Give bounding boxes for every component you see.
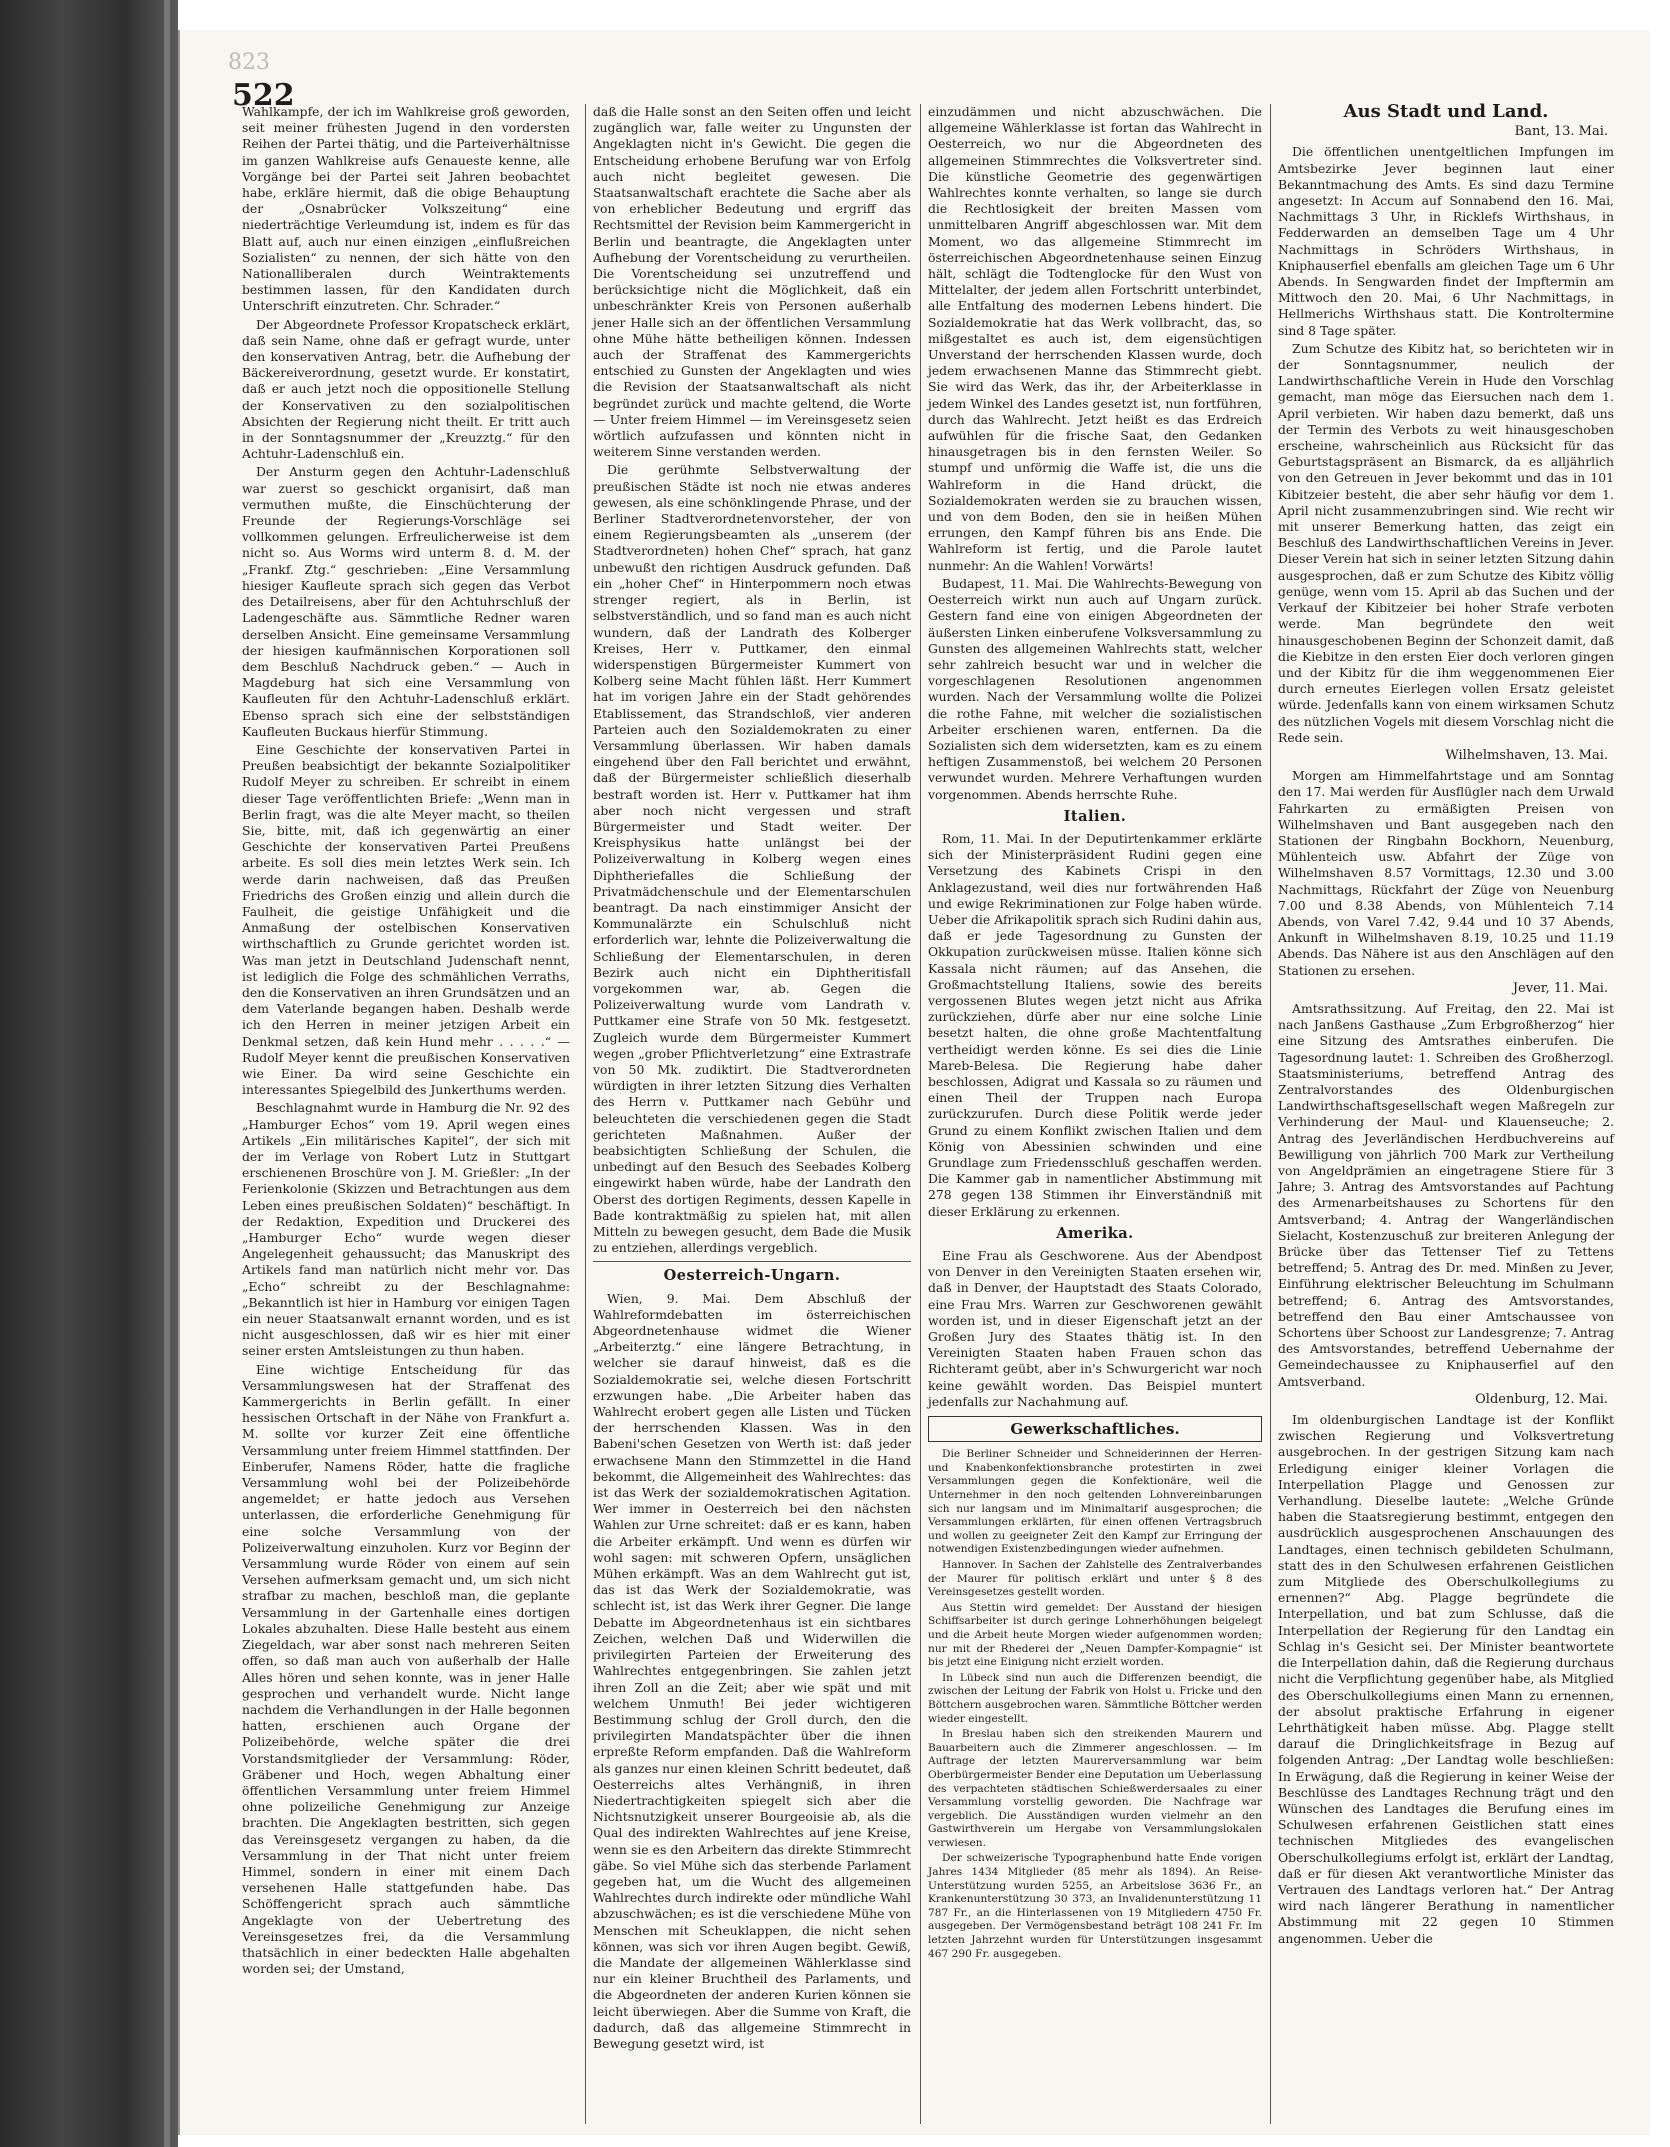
article-text: Im oldenburgischen Landtage ist der Konflikt zwischen Regierung und Volksvertretung ausgebrochen. In der gestrigen Sitzung kam nach Erledigung einiger kleiner Vorlagen die Interpellation Plagge und Genossen zur Verhandlung. Dieselbe lautete: „Welche Gründe haben die Staatsregierung bestimmt, entgegen den ausdrücklich ausgesprochenen Anschauungen des Landtages, einen technisch gebildeten Schulmann, statt des in den Schulwesen erfahrenen Geistlichen zum Mitgliede des Oberschulkollegiums zu ernennen?“ Abg. Plagge begründete die Interpellation, und bat zum Schlusse, daß die Interpellation der Regierung für den Landtag ein Schlag in's Gesicht sei. Der Minister beantwortete die Interpellation dahin, daß die Regierung durchaus nicht die Verpflichtung gegenüber habe, als Mitglied des Oberschulkollegiums einen Mann zu ernennen, der absolut praktische Erfahrung in eigener Lehrthätigkeit haben müsse. Abg. Plagge stellt darauf die Dringlichkeitsfrage in Bezug auf folgenden Antrag: „Der Landtag wolle beschließen: In Erwägung, daß die Regierung in keiner Weise der Beschlüsse des Landtages Rechnung trägt und den Wünschen des Landtages die Berufung eines im Schulwesen erfahrenen Geistlichen statt eines technischen Mitgliedes des evangelischen Oberschulkollegiums erfolgt ist, erklärt der Landtag, daß er für diesen Akt verantwortliche Minister das Vertrauen des Landtags verloren hat.“ Der Antrag wird nach längerer Berathung in namentlicher Abstimmung mit 22 gegen 10 Stimmen angenommen. Ueber die (1278, 1412, 1614, 1946)
article-text: Die Berliner Schneider und Schneiderinnen der Herren- und Knabenkonfektionsbranche protestirten in zwei Versammlungen gegen die Konfektionäre, weil die Unternehmer in den noch geltenden Lohnvereinbarungen sich nur langsam und im Minimaltarif ausgesprochen; die Versammlungen erklärten, für einen offenen Vertragsbruch und wollen zu geeigneter Zeit den Kampf zur Erringung der notwendigen Existenzbedingungen wieder aufnehmen. (928, 1448, 1262, 1556)
divider (593, 1261, 911, 1262)
article-text: Eine Geschichte der konservativen Partei in Preußen beabsichtigt der bekannte Sozialpolitiker Rudolf Meyer zu schreiben. Er schreibt in einem dieser Tage veröffentlichten Briefe: „Wenn man in Berlin fragt, was die alte Meyer macht, so theilen Sie, bitte, mit, daß ich gegenwärtig an einer Geschichte der konservativen Partei Preußens arbeite. Es soll dies mein letztes Werk sein. Ich werde darin nachweisen, daß das Preußen Friedrichs des Großen einzig und allein durch die Faulheit, die geistige Unfähigkeit und die Anmaßung der ostelbischen Konservativen wirthschaftlich zu Grunde gerichtet worden ist. Was man jetzt in Deutschland Judenschaft nennt, ist lediglich die Folge des schmählichen Verraths, den die Konservativen an ihren Grundsätzen und an dem Vaterlande begangen haben. Deshalb werde ich den Herren in meiner jetzigen Arbeit ein Denkmal setzen, daß kein Hund mehr . . . . .“ — Rudolf Meyer kennt die preußischen Konservativen wie Einer. Da wird seine Geschichte ein interessantes Spiegelbild des Junkerthums werden. (242, 741, 570, 1098)
article-text: Eine wichtige Entscheidung für das Versammlungswesen hat der Straffenat des Kammergerichts in Berlin gefällt. In einer hessischen Ortschaft in der Nähe von Frankfurt a. M. sollte vor kurzer Zeit eine öffentliche Versammlung unter freiem Himmel stattfinden. Der Einberufer, Namens Röder, hatte die fragliche Versammlung wohl bei der Polizeibehörde angemeldet; er hatte jedoch aus Versehen unterlassen, die erforderliche Genehmigung für eine solche Versammlung von der Polizeiverwaltung einzuholen. Kurz vor Beginn der Versammlung wurde Röder von einem auf sein Versehen aufmerksam gemacht und, um sich nicht strafbar zu machen, beschloß man, die geplante Versammlung in der Gartenhalle eines dortigen Lokales abzuhalten. Diese Halle besteht aus einem Ziegeldach, war aber sonst nach mehreren Seiten offen, so daß man auch von außerhalb der Halle Alles hören und sehen konnte, was in jener Halle gesprochen und verhandelt wurde. Nicht lange nachdem die Verhandlungen in der Halle begonnen hatten, erschienen auch Organe der Polizeibehörde, welche später die drei Vorstandsmitglieder der Versammlung: Röder, Gräbener und Hoch, wegen Abhaltung einer öffentlichen Versammlung unter freiem Himmel ohne polizeiliche Genehmigung zur Anzeige brachten. Die Angeklagten bestritten, sich gegen das Vereinsgesetz vergangen zu haben, da die Versammlung in der That nicht unter freiem Himmel, sondern in einer mit einem Dach versehenen Halle stattgefunden habe. Das Schöffengericht sprach auch sämmtliche Angeklagte von der Uebertretung des Vereinsgesetzes frei, da die Versammlung thatsächlich in einer bedeckten Halle abgehalten worden sei; der Umstand, (242, 1361, 570, 1977)
article-text: Beschlagnahmt wurde in Hamburg die Nr. 92 des „Hamburger Echos“ vom 19. April wegen eines Artikels „Ein militärisches Kapitel“, der sich mit der im Verlage von Robert Lutz in Stuttgart erschienenen Broschüre von J. M. Grießler: „In der Ferienkolonie (Skizzen und Betrachtungen aus dem Leben eines preußischen Soldaten)“ beschäftigt. In der Redaktion, Expedition und Druckerei des „Hamburger Echo“ wurde wegen dieser Angelegenheit gehaussucht; das Manuskript des Artikels fand man natürlich nicht mehr vor. Das „Echo“ schreibt zu der Beschlagnahme: „Bekanntlich ist hier in Hamburg vor einigen Tagen ein neuer Staatsanwalt ernannt worden, und es ist nicht ausgeschlossen, daß wir es hier mit einer seiner ersten Amtsleistungen zu thun haben. (242, 1100, 570, 1359)
column-rule (920, 104, 921, 2124)
dateline: Oldenburg, 12. Mai. (1475, 1391, 1608, 1407)
section-heading-box: Gewerkschaftliches. (928, 1416, 1262, 1442)
dateline: Bant, 13. Mai. (1514, 124, 1608, 140)
article-text: einzudämmen und nicht abzuschwächen. Die allgemeine Wählerklasse ist fortan das Wahlrecht in Oesterreich, wo nur die Abgeordneten des allgemeinen Stimmrechtes die Volksvertreter sind. Die künstliche Geometrie des gegenwärtigen Wahlrechtes konnte verhalten, so lange sie durch die Rechtlosigkeit der breiten Massen vom unmittelbaren Angriff abgeschlossen war. Mit dem Moment, wo das allgemeine Stimmrecht im österreichischen Abgeordnetenhause seinen Einzug hält, schlägt die Todtenglocke für den Wust von Mittelalter, der jedem allen Fortschritt unterbindet, alle Entfaltung des modernen Lebens hindert. Die Sozialdemokratie hat das Werk vollbracht, das, so mißgestaltet es auch ist, dem eigensüchtigen Unverstand der herrschenden Klassen wurde, doch jedem erwachsenen Manne das Stimmrecht giebt. Sie wird das Werk, das ihr, der Arbeiterklasse in jedem Winkel des Landes gesetzt ist, nun fortführen, durch das Wahlrecht. Jetzt heißt es das Erdreich aufwühlen für die frische Saat, den Gedanken hinausgetragen bis in den fernsten Weiler. So stumpf und unförmig die Waffe ist, die uns die Wahlreform in die Hand drückt, die Sozialdemokraten werden sie zu brauchen wissen, und von dem Boden, den sie in heißen Mühen errungen, den Kampf führen bis ans Ende. Die Wahlreform ist fertig, und die Parole lautet nunmehr: An die Wahlen! Vorwärts! (928, 104, 1262, 573)
column-rule (585, 104, 586, 2124)
section-heading: Oesterreich-Ungarn. (663, 1267, 841, 1285)
article-text: Hannover. In Sachen der Zahlstelle des Zentralverbandes der Maurer für politisch erklärt und unter § 8 des Vereinsgesetzes gestellt worden. (928, 1559, 1262, 1599)
small-print-block (928, 1448, 1262, 1961)
column-2 (593, 104, 911, 2054)
article-text: Die gerühmte Selbstverwaltung der preußischen Städte ist noch nie etwas anderes gewesen, als eine schönklingende Phrase, und der Berliner Stadtverordnetenvorsteher, der von einem Regierungsbeamten als „unserem (der Stadtverordneten) hohen Chef“ sprach, hat ganz unbewußt den richtigen Ausdruck gefunden. Daß ein „hoher Chef“ in Hinterpommern noch etwas strenger regiert, als in Berlin, ist selbstverständlich, und so fand man es auch nicht wundern, daß der Landrath des Kolberger Kreises, Herr v. Puttkamer, den einmal widerspenstigen Bürgermeister Kummert von Kolberg seine Macht fühlen läßt. Herr Kummert hat im vorigen Jahre ein der Stadt gehörendes Etablissement, das Strandschloß, vier anderen Parteien auch den Sozialdemokraten zu einer Versammlung überlassen. Wir haben damals eingehend über den Fall berichtet und erwähnt, daß der Bürgermeister schließlich dieserhalb bestraft worden ist. Herr v. Puttkamer hat ihm aber noch nicht vergessen und straft Bürgermeister und Stadt weiter. Der Kreisphysikus hatte unlängst bei der Polizeiverwaltung in Kolberg wegen eines Diphtheriefalles die Schließung der Privatmädchenschule und der Elementarschulen beantragt. Da nach einstimmiger Ansicht der Kommunalärzte ein Schulschluß nicht erforderlich war, lehnte die Polizeiverwaltung die Schließung der Elementarschulen, in deren Bezirk auch nicht ein Diphtheritisfall vorgekommen war, ab. Gegen die Polizeiverwaltung wurde vom Landrath v. Puttkamer eine Strafe von 50 Mk. festgesetzt. Zugleich wurde dem Bürgermeister Kummert wegen „grober Pflichtverletzung“ eine Extrastrafe von 50 Mk. zudiktirt. Die Stadtverordneten würdigten in ihrer letzten Sitzung dies Verhalten des Herrn v. Puttkamer nach Gebühr und beleuchteten die verschiedenen gegen die Stadt gerichteten Maßnahmen. Außer der beabsichtigten Schließung der Schulen, die unbedingt auf den Besuch des Seebades Kolberg eingewirkt haben würde, habe der Landrath den Oberst des dortigen Regiments, dessen Kapelle in Bade kontraktmäßig zu spielen hat, mit allen Mitteln zu bewegen gesucht, dem Bade die Musik zu entziehen, allerdings vergeblich. (593, 462, 911, 1256)
column-4 (1278, 101, 1614, 1949)
article-text: Der Ansturm gegen den Achtuhr-Ladenschluß war zuerst so geschickt organisirt, daß man vermuthen mußte, die Einschüchterung der Freunde der Regierungs-Vorschläge sei vollkommen gelungen. Erfreulicherweise ist dem nicht so. Aus Worms wird unterm 8. d. M. der „Frankf. Ztg.“ geschrieben: „Eine Versammlung hiesiger Kaufleute sprach sich gegen das Verbot des Detailreisens, aber für den Achtuhrschluß der Ladengeschäfte aus. Sämmtliche Redner waren derselben Ansicht. Eine gemeinsame Versammlung der hiesigen kaufmännischen Korporationen soll dem Beschluß Nachdruck geben.“ — Auch in Magdeburg hat sich eine Versammlung von Kaufleuten für den Achtuhr-Ladenschluß erklärt. Ebenso sprach sich eine der selbstständigen Kaufleuten Buckaus hierfür Stimmung. (242, 464, 570, 739)
column-1 (242, 104, 570, 1979)
article-text: In Lübeck sind nun auch die Differenzen beendigt, die zwischen der Leitung der Fabrik von Holst u. Fricke und den Böttchern ausgebrochen waren. Sämmtliche Böttcher werden wieder eingestellt. (928, 1671, 1262, 1725)
article-text: Der schweizerische Typographenbund hatte Ende vorigen Jahres 1434 Mitglieder (85 mehr als 1894). An Reise-Unterstützung wurden 5255, an Arbeitslose 3636 Fr., an Krankenunterstützung 30 373, an Invalidenunterstützung 11 787 Fr., an die Hinterlassenen von 19 Mitgliedern 4750 Fr. ausgegeben. Der Vermögensbestand beträgt 108 241 Fr. Im letzten Jahrzehnt wurden für Unterstützungen insgesammt 467 290 Fr. ausgegeben. (928, 1852, 1262, 1960)
article-text: In Breslau haben sich den streikenden Maurern und Bauarbeitern auch die Zimmerer angeschlossen. — Im Auftrage der letzten Maurerversammlung war beim Oberbürgermeister Bender eine Deputation um Ueberlassung des verpachteten städtischen Schießwerdersaales zu einer Versammlung vorstellig geworden. Die Nachfrage war vergeblich. Die Ausständigen wurden vielmehr an den Gastwirthverein um Hergabe von Versammlungslokalen verwiesen. (928, 1728, 1262, 1849)
article-text: Zum Schutze des Kibitz hat, so berichteten wir in der Sonntagsnummer, neulich der Landwirthschaftliche Verein in Hude den Vorschlag gemacht, man möge das Eiersuchen nach dem 1. April verbieten. Wir haben dazu bemerkt, daß uns der Termin des Verbots zu weit hinausgeschoben erscheine, wahrscheinlich aus Rücksicht für das Geburtstagspräsent an Bismarck, da es alljährlich von den Getreuen in Jever bekommt und das in 101 Kibitzeier besteht, die aber sehr häufig vor dem 1. April nicht zusammenzubringen sind. Wie recht wir mit unserer Bemerkung hatten, das zeigt ein Beschluß des Landwirthschaftlichen Vereins in Jever. Dieser Verein hat sich in seiner letzten Sitzung dahin ausgesprochen, daß er zum Schutze des Kibitz völlig genüge, wenn vom 15. April ab das Suchen und der Verkauf der Kibitzeier bei hoher Strafe verboten werde. Man begründete den weit hinausgeschobenen Beginn der Schonzeit damit, daß die Kiebitze in den ersten Eier doch verloren gingen und der Kibitz für die ihm weggenommenen Eier durch erneutes Eierlegen vollen Ersatz geleistet würde. Jedenfalls kann von einem wirksamen Schutz des nützlichen Vogels mit diesem Vorschlag nicht die Rede sein. (1278, 340, 1614, 745)
article-text: Wien, 9. Mai. Dem Abschluß der Wahlreformdebatten im österreichischen Abgeordnetenhause widmet die Wiener „Arbeiterztg.“ eine längere Betrachtung, in welcher sie darauf hinweist, daß es die Sozialdemokratie sei, welche diesen Fortschritt erzwungen habe. „Die Arbeiter haben das Wahlrecht erobert gegen alle Listen und Tücken der herrschenden Klassen. Was in den Babeni'schen Gesetzen von Werth ist: daß jeder erwachsene Mann den Stimmzettel in die Hand bekommt, die Allgemeinheit des Wahlrechtes: das ist das Werk der sozialdemokratischen Agitation. Wer immer in Oesterreich bei den nächsten Wahlen zur Urne schreitet: daß er es kann, haben die Arbeiter erkämpft. Und wenn es dürfen wir wohl sagen: mit schweren Opfern, unsäglichen Mühen erkämpft. Was an dem Wahlrecht gut ist, das ist das Werk der Sozialdemokratie, was schlecht ist, ist das Werk ihrer Gegner. Die lange Debatte im Abgeordnetenhaus ist ein sichtbares Zeichen, welchen Daß und Widerwillen die privilegirten Parteien der Erweiterung des Wahlrechtes entgegenbringen. Sie zahlen jetzt ihren Zoll an die Zeit; aber wie spät und mit welchem Unmuth! Bei jeder wichtigeren Bestimmung schlug der Groll durch, den die privilegirten Mandatspächter über die ihnen erpreßte Reform empfanden. Daß die Wahlreform als ganzes nur einen kleinen Schritt bedeutet, daß Oesterreichs altes Verhängniß, in ihren Niedertrachtigkeiten spiegelt sich aber die Nichtsnutzigkeit unserer Bourgeoisie ab, als die Qual des indirekten Wahlrechtes auf jene Kreise, wenn sie es den Arbeitern das direkte Stimmrecht gäbe. So viel Mühe sich das sterbende Parlament gegeben hat, um die Wucht des allgemeinen Wahlrechtes durch indirekte oder mündliche Wahl abzuschwächen; es ist die verschiedene Mühe von Menschen mit Scheuklappen, die nicht sehen können, was sich vor ihren Augen begibt. Gewiß, die Mandate der allgemeinen Wählerklasse sind nur ein kleiner Bruchtheil des Parlaments, und die Abgeordneten der anderen Kurien können sie leicht überwiegen. Aber die Summe von Kraft, die dadurch, daß das allgemeine Stimmrecht in Bewegung gesetzt wird, ist (593, 1290, 911, 2051)
article-text: daß die Halle sonst an den Seiten offen und leicht zugänglich war, falle weiter zu Ungunsten der Angeklagten nicht in's Gewicht. Die gegen die Entscheidung erhobene Berufung war von Erfolg auch nicht begleitet gewesen. Die Staatsanwaltschaft erachtete die Sache aber als von erheblicher Bedeutung und ergriff das Rechtsmittel der Revision beim Kammergericht in Berlin und beantragte, die Angeklagten unter Aufhebung der Vorentscheidung zu verurtheilen. Die Vorentscheidung sei unzutreffend und berücksichtige nicht die Möglichkeit, daß ein unbeschränkter Kreis von Personen außerhalb jener Halle sich an der öffentlichen Versammlung ohne Mühe hätte betheiligen können. Indessen auch der Straffenat des Kammergerichts entschied zu Gunsten der Angeklagten und wies die Revision der Staatsanwaltschaft als nicht begründet zurück und machte geltend, die Worte — Unter freiem Himmel — im Vereinsgesetz seien wörtlich aufzufassen und könnten nicht in weiterem Sinne verstanden werden. (593, 104, 911, 460)
dateline: Jever, 11. Mai. (1512, 980, 1608, 996)
section-heading: Aus Stadt und Land. (1343, 101, 1549, 122)
binding-edge (0, 0, 178, 2147)
page-mark: 823 (228, 50, 270, 75)
article-text: Die öffentlichen unentgeltlichen Impfungen im Amtsbezirke Jever beginnen laut einer Bekanntmachung des Amts. Es sind dazu Termine angesetzt: In Accum auf Sonnabend den 16. Mai, Nachmittags 3 Uhr, in Ricklefs Wirthshaus, in Fedderwarden an demselben Tage um 4 Uhr Nachmittags in Schröders Wirthshaus, in Kniphauserfiel ebenfalls am gleichen Tage um 6 Uhr Abends. In Sengwarden findet der Impftermin am Mittwoch den 20. Mai, 6 Uhr Nachmittags, in Hellmerichs Wirthshaus statt. Die Kontroltermine sind 8 Tage später. (1278, 144, 1614, 338)
article-text: Wahlkampfe, der ich im Wahlkreise groß geworden, seit meiner frühesten Jugend in den vordersten Reihen der Partei thätig, und die Parteiverhältnisse im ganzen Wahlkreise aufs Genaueste kenne, alle Vorgänge bei der Partei seit Jahren beobachtet habe, erkläre hiermit, daß die obige Behauptung der „Osnabrücker Volkszeitung“ eine niederträchtige Verleumdung ist, indem es für das Blatt auf, auch nur einen einzigen „einflußreichen Sozialisten“ zu nennen, der sich hätte von den Nationalliberalen durch Weintraktements bestimmen lassen, für den Kandidaten durch Unterschrift einzutreten. Chr. Schrader.“ (242, 104, 570, 314)
article-text: Eine Frau als Geschworene. Aus der Abendpost von Denver in den Vereinigten Staaten ersehen wir, daß in Denver, der Hauptstadt des Staats Colorado, eine Frau Mrs. Warren zur Geschworenen gewählt worden ist, und in dieser Eigenschaft jetzt an der Großen Jury des Staates thätig ist. In den Vereinigten Staaten haben Frauen schon das Richteramt geübt, aber in's Schwurgericht war noch keine gewählt worden. Das Beispiel muntert jedenfalls zur Nachahmung auf. (928, 1248, 1262, 1409)
article-text: Rom, 11. Mai. In der Deputirtenkammer erklärte sich der Ministerpräsident Rudini gegen eine Versetzung des Kabinets Crispi in den Anklagezustand, weil dies nur fortwährenden Haß und ewige Rekriminationen zur Folge haben würde. Ueber die Afrikapolitik sprach sich Rudini dahin aus, daß er jede Tagesordnung zu Gunsten der Okkupation zurückweisen müsse. Italien könne sich Kassala nicht räumen; auf das Ansehen, die Großmachtstellung Italiens, sowie des bereits vergossenen Blutes wegen jetzt nicht aus Afrika zurückziehen, dürfe aber nur eine solche Linie besetzt halten, die ohne große Machtentfaltung vertheidigt werden könne. Es sei dies die Linie Mareb-Belesa. Die Regierung habe daher beschlossen, Adigrat und Kassala so zu räumen und einen Theil der Truppen nach Europa zurückzurufen. Durch diese Politik werde jeder Grund zu einem Konflikt zwischen Italien und dem König von Abessinien schwinden und eine Grundlage zum Friedensschluß geschaffen werden. Die Kammer gab in namentlicher Abstimmung mit 278 gegen 138 Stimmen ihr Einverständniß mit dieser Erklärung zu erkennen. (928, 830, 1262, 1219)
article-text: Amtsrathssitzung. Auf Freitag, den 22. Mai ist nach Janßens Gasthause „Zum Erbgroßherzog“ hier eine Sitzung des Amtsrathes einberufen. Die Tagesordnung lautet: 1. Schreiben des Großherzogl. Staatsministeriums, betreffend Antrag des Zentralvorstandes des Oldenburgischen Landwirthschaftsgesellschaft wegen Maßregeln zur Verhinderung der Maul- und Klauenseuche; 2. Antrag des Jeverländischen Herdbuchvereins auf Bewilligung von jährlich 700 Mark zur Vertheilung von Angeldprämien an eingetragene Stiere für 3 Jahre; 3. Antrag des Amtsvorstandes auf Pachtung des Armenarbeitshauses zu Schortens für den Amtsverband; 4. Antrag der Wangerländischen Sielacht, Kostenzuschuß zur breiteren Anlegung der Brücke über das Tettenser Tief zu Tettens betreffend; 5. Antrag des Dr. med. Minßen zu Jever, Einführung elektrischer Beleuchtung im Schulmann betreffend; 6. Antrag des Amtsvorstandes, betreffend den Bau einer Amtschaussee von Schortens über Schoost zur Landesgrenze; 7. Antrag des Amtsvorstandes, betreffend Uebernahme der Gemeindechaussee zu Kniphauserfiel auf den Amtsverband. (1278, 1000, 1614, 1389)
column-rule (1270, 104, 1271, 2124)
article-text: Der Abgeordnete Professor Kropatscheck erklärt, daß sein Name, ohne daß er gefragt wurde, unter den konservativen Antrag, betr. die Aufhebung der Bäckereiverordnung, gesetzt wurde. Er konstatirt, daß er auch jetzt noch die oppositionelle Stellung der Konservativen zu den sozialpolitischen Absichten der Regierung nicht theilt. Er tritt auch in der Sonntagsnummer der „Kreuzztg.“ für den Achtuhr-Ladenschluß ein. (242, 316, 570, 462)
article-text: Budapest, 11. Mai. Die Wahlrechts-Bewegung von Oesterreich wirkt nun auch auf Ungarn zurück. Gestern fand eine von einigen Abgeordneten der äußersten Linken einberufene Volksversammlung zu Gunsten des allgemeinen Wahlrechts statt, welcher sehr zahlreich besucht war und in welcher die vorgeschlagenen Resolutionen angenommen wurden. Nach der Versammlung wollte die Polizei die rothe Fahne, mit welcher die sozialistischen Arbeiter erschienen waren, entfernen. Da die Sozialisten sich dem widersetzten, kam es zu einem heftigen Zusammenstoß, bei welchem 20 Personen verwundet wurden. Mehrere Verhaftungen wurden vorgenommen. Abends herrschte Ruhe. (928, 575, 1262, 802)
article-text: Morgen am Himmelfahrtstage und am Sonntag den 17. Mai werden für Ausflügler nach dem Urwald Fahrkarten zu ermäßigten Preisen von Wilhelmshaven und Bant ausgegeben nach den Stationen der Ringbahn Bockhorn, Neuenburg, Mühlenteich usw. Abfahrt der Züge von Wilhelmshaven 8.57 Vormittags, 12.30 und 3.00 Nachmittags, Rückfahrt der Züge von Neuenburg 7.00 und 8.38 Abends, von Mühlenteich 7.14 Abends, von Varel 7.42, 9.44 und 10 37 Abends, Ankunft in Wilhelmshaven 8.19, 10.25 und 11.19 Abends. Das Nähere ist aus den Anschlägen auf den Stationen zu ersehen. (1278, 768, 1614, 978)
dateline: Wilhelmshaven, 13. Mai. (1445, 747, 1608, 763)
article-text: Aus Stettin wird gemeldet: Der Ausstand der hiesigen Schiffsarbeiter ist durch geringe Lohnerhöhungen beigelegt und die Arbeit heute Morgen wieder aufgenommen worden; nur mit der Rhederei der „Neuen Dampfer-Kompagnie“ ist bis jetzt eine Einigung nicht erzielt worden. (928, 1601, 1262, 1669)
section-heading: Italien. (1063, 807, 1127, 825)
page-number: 522 (232, 78, 295, 113)
column-3 (928, 104, 1262, 1963)
section-heading: Amerika. (1056, 1224, 1134, 1242)
